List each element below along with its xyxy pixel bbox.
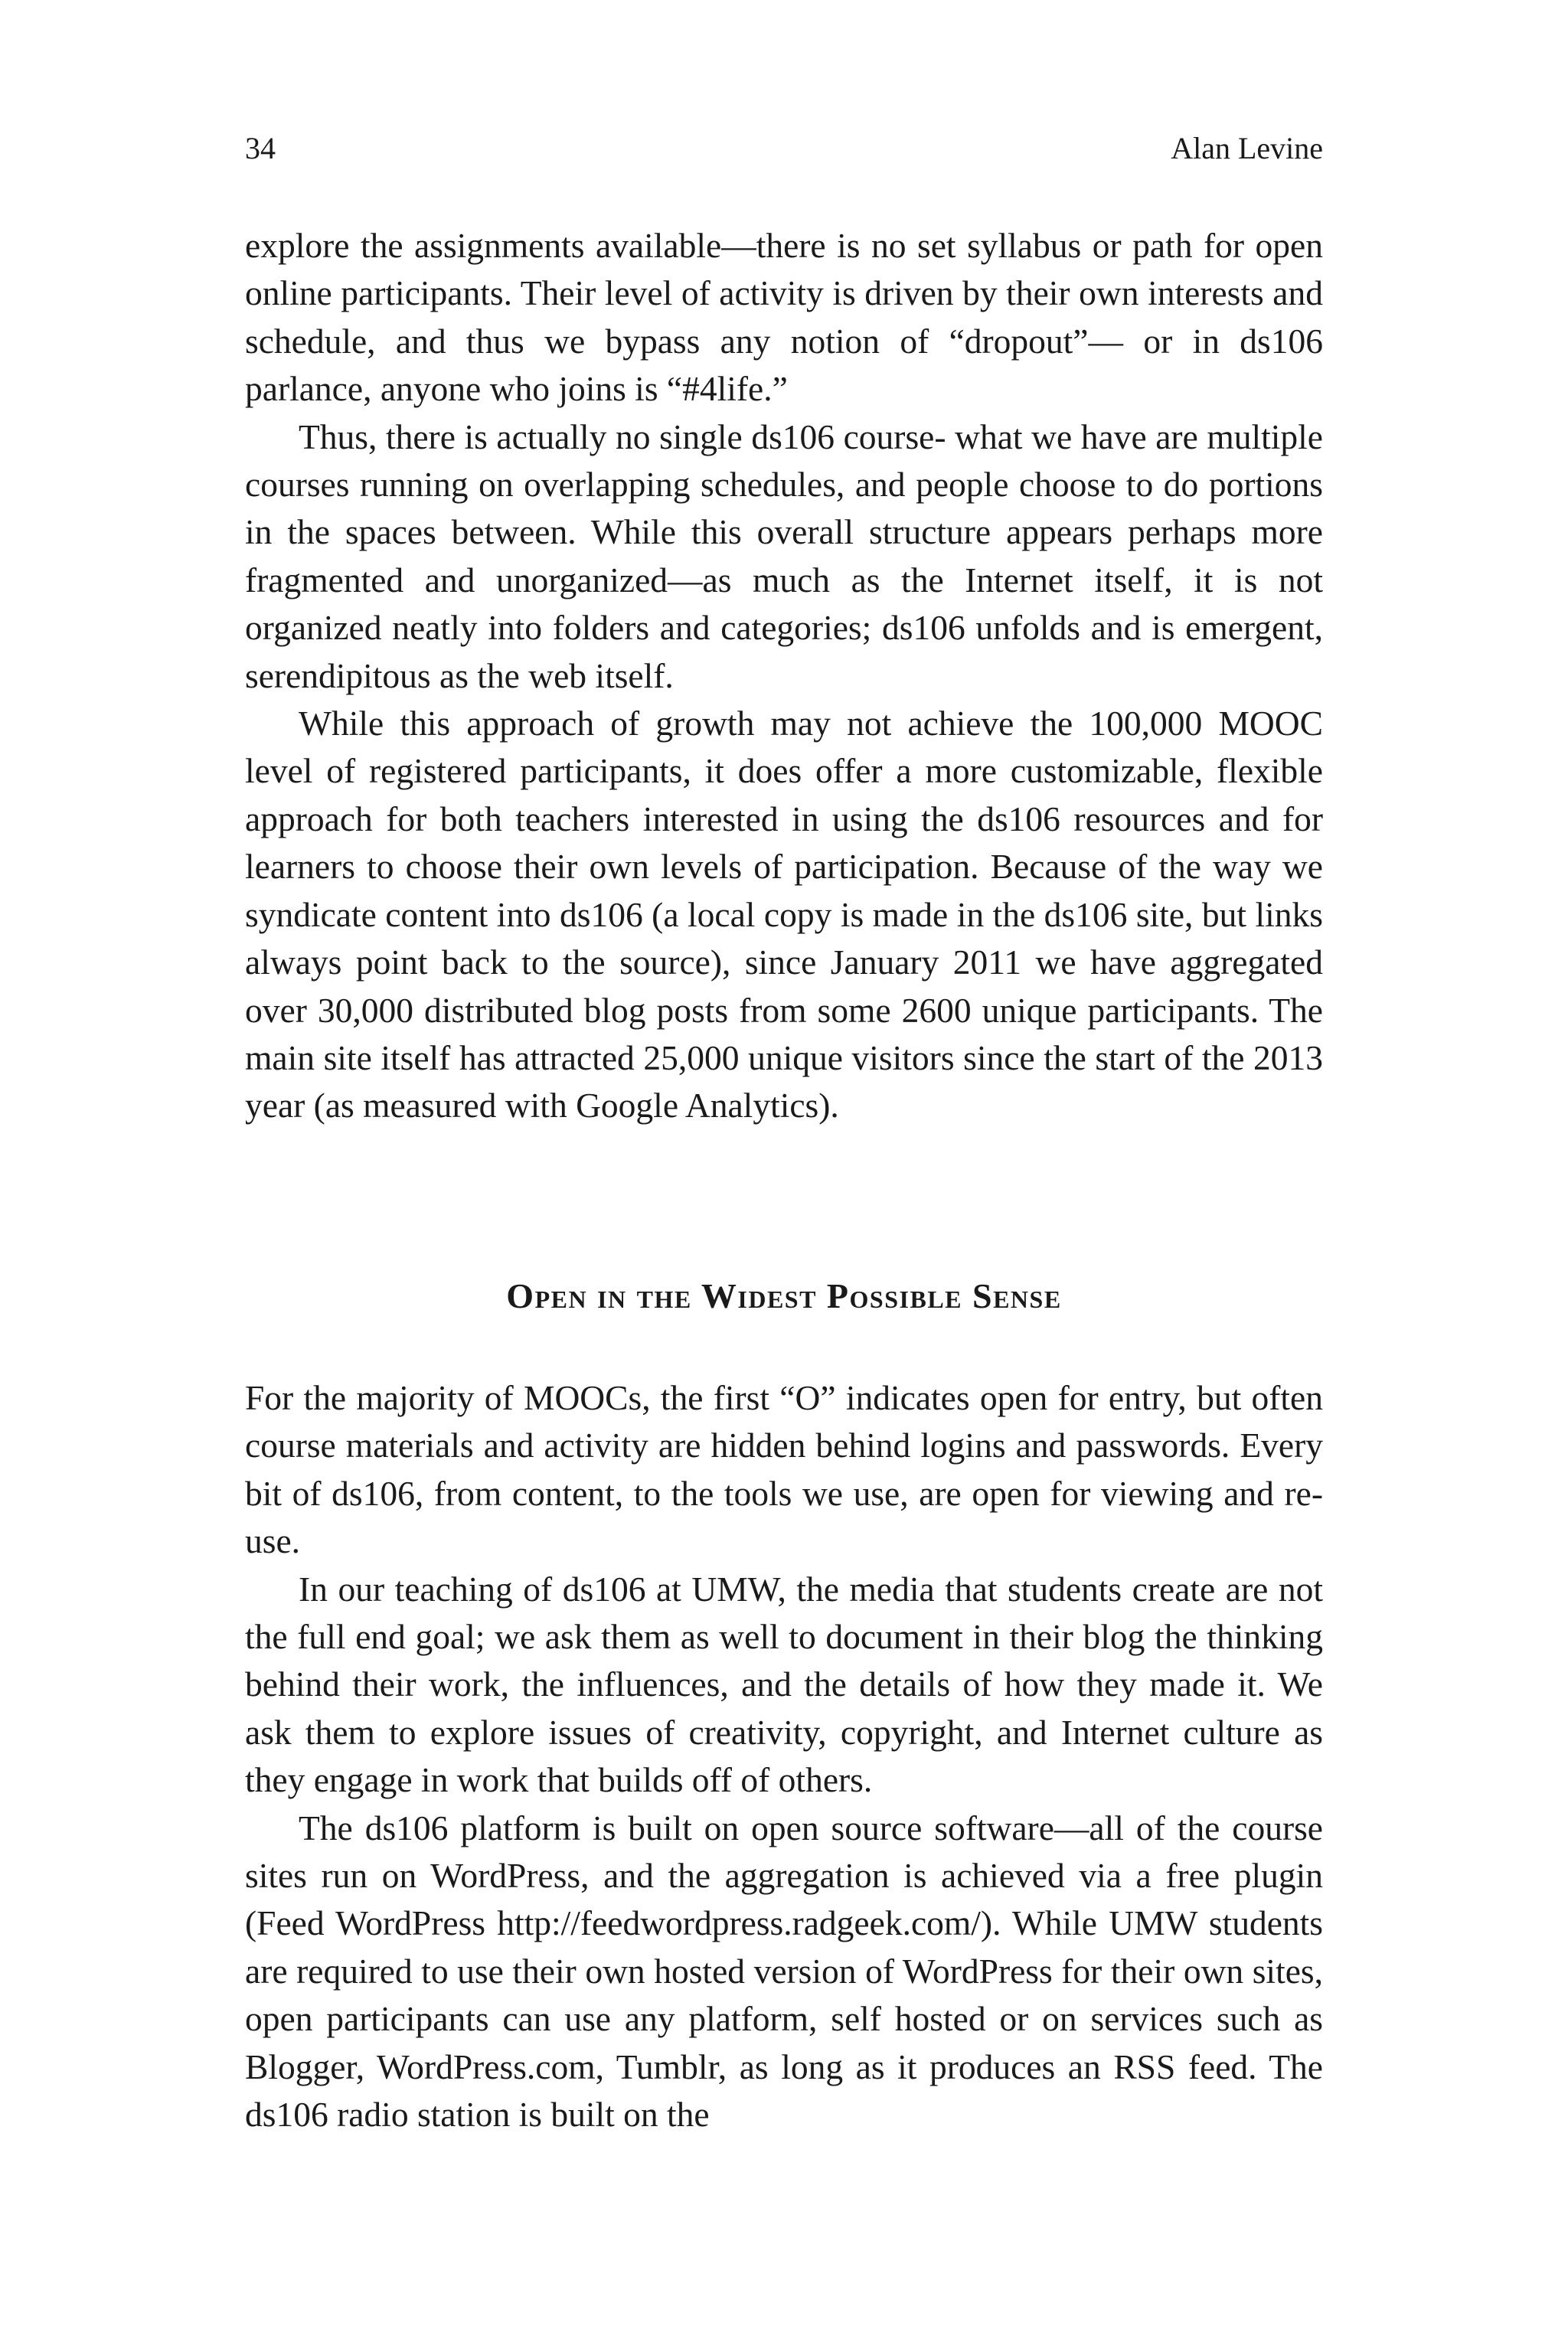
paragraph: For the majority of MOOCs, the first “O” indicates open for entry, but often course materials and activity are hidden behind logins and passwords. Every bit of ds106, from content, to the tools we use, are open for viewing and re-use.	[245, 1378, 1323, 1561]
running-head-author: Alan Levine	[1171, 131, 1323, 165]
body-text-section-b	[245, 1374, 1323, 2139]
paragraph-continued: explore the assignments available—there is no set syllabus or path for open online participants. Their level of activity is driven by their own interests and schedule, and thus we bypass any notion of “dropout”— or in ds106 parlance, anyone who joins is “#4life.”	[245, 226, 1323, 409]
paragraph: In our teaching of ds106 at UMW, the media that students create are not the full end goal; we ask them as well to document in their blog the thinking behind their work, the influences, and the details of how they made it. We ask them to explore issues of creativity, copyright, and Internet culture as they engage in work that builds off of others.	[245, 1569, 1323, 1800]
body-text-section-a	[245, 222, 1323, 1130]
paragraph: Thus, there is actually no single ds106 course- what we have are multiple courses running on overlapping schedules, and people choose to do portions in the spaces between. While this overall structure appears perhaps more fragmented and unorganized—as much as the Internet itself, it is not organized neatly into folders and categories; ds106 unfolds and is emergent, serendipitous as the web itself.	[245, 416, 1323, 695]
page-number: 34	[245, 131, 276, 165]
paragraph: While this approach of growth may not achieve the 100,000 MOOC level of registered participants, it does offer a more customizable, flexible approach for both teachers interested in using the ds106 resources and for learners to choose their own levels of participation. Because of the way we syndicate content into ds106 (a local copy is made in the ds106 site, but links always point back to the source), since January 2011 we have aggregated over 30,000 distributed blog posts from some 2600 unique participants. The main site itself has attracted 25,000 unique visitors since the start of the 2013 year (as measured with Google Analytics).	[245, 704, 1323, 1125]
section-heading: Open in the Widest Possible Sense	[506, 1276, 1062, 1315]
paragraph: The ds106 platform is built on open source software—all of the course sites run on WordPress, and the aggregation is achieved via a free plugin (Feed WordPress http://feedwordpress.radgeek.com/). While UMW students are required to use their own hosted version of WordPress for their own sites, open participants can use any platform, self hosted or on services such as Blogger, WordPress.com, Tumblr, as long as it produces an RSS feed. The ds106 radio station is built on the	[245, 1808, 1323, 2135]
running-head	[245, 126, 1323, 172]
